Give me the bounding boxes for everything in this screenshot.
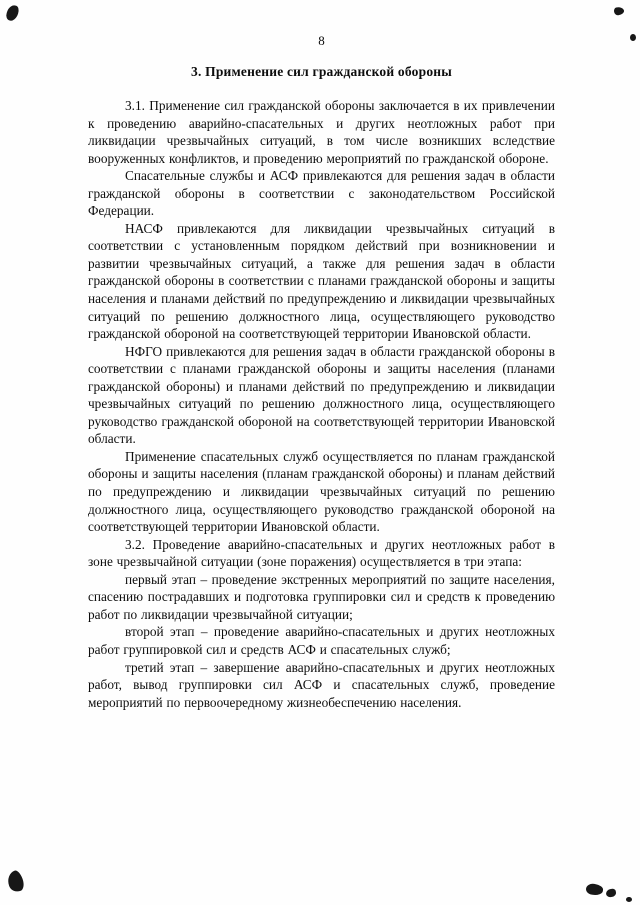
scan-artifact-right-edge <box>630 34 636 41</box>
scan-artifact-bottom-left <box>5 869 26 894</box>
scan-artifact-top-right <box>613 6 624 16</box>
paragraph: НАСФ привлекаются для ликвидации чрезвычайных ситуаций в соответствии с установленным порядком действий при возникновении и развитии чрезвычайных ситуаций, а также для решения задач в области гражданской обороны в соответствии с планами гражданской обороны и защиты населения и планами действий по предупреждению и ликвидации чрезвычайных ситуаций по решению должностного лица, осуществляющего руководство гражданской обороной на соответствующей территории Ивановской области. <box>88 220 555 342</box>
paragraph: 3.1. Применение сил гражданской обороны заключается в их привлечении к проведению аварийно-спасательных и других неотложных работ при ликвидации чрезвычайных ситуаций, в том числе возникших вследствие вооруженных конфликтов, и проведению мероприятий по гражданской обороне. <box>88 98 555 166</box>
paragraph: НФГО привлекаются для решения задач в области гражданской обороны в соответствии с планами гражданской обороны и защиты населения (планами гражданской обороны) и планами действий по предупреждению и ликвидации чрезвычайных ситуаций по решению должностного лица, осуществляющего руководство гражданской обороной на соответствующей территории Ивановской области. <box>88 343 555 447</box>
paragraph: второй этап – проведение аварийно-спасательных и других неотложных работ группировкой сил и средств АСФ и спасательных служб; <box>88 624 555 657</box>
scan-artifact-bottom-right <box>585 883 603 896</box>
paragraph: Спасательные службы и АСФ привлекаются для решения задач в области гражданской обороны в соответствии с законодательством Российской Федерации. <box>88 168 555 219</box>
document-body <box>88 97 555 711</box>
paragraph: третий этап – завершение аварийно-спасательных и других неотложных работ, вывод группировки сил АСФ и спасательных служб, проведение мероприятий по первоочередному жизнеобеспечению населения. <box>88 659 555 710</box>
scan-artifact-bottom-right-2 <box>605 888 616 898</box>
paragraph: 3.2. Проведение аварийно-спасательных и других неотложных работ в зоне чрезвычайной ситуации (зоне поражения) осуществляется в три этапа: <box>88 536 555 570</box>
section-heading: 3. Применение сил гражданской обороны <box>191 64 452 79</box>
scan-artifact-top-left <box>5 4 20 23</box>
scan-artifact-bottom-right-3 <box>626 897 632 902</box>
page-number: 8 <box>318 33 325 48</box>
paragraph: Применение спасательных служб осуществляется по планам гражданской обороны и защиты населения (планам гражданской обороны) и планам действий по предупреждению и ликвидации чрезвычайных ситуаций по решению должностного лица, осуществляющего руководство гражданской обороной на соответствующей территории Ивановской области. <box>88 448 555 535</box>
paragraph: первый этап – проведение экстренных мероприятий по защите населения, спасению пострадавших и подготовка группировки сил и средств к проведению работ по ликвидации чрезвычайной ситуации; <box>88 571 555 622</box>
page-content <box>88 33 555 711</box>
